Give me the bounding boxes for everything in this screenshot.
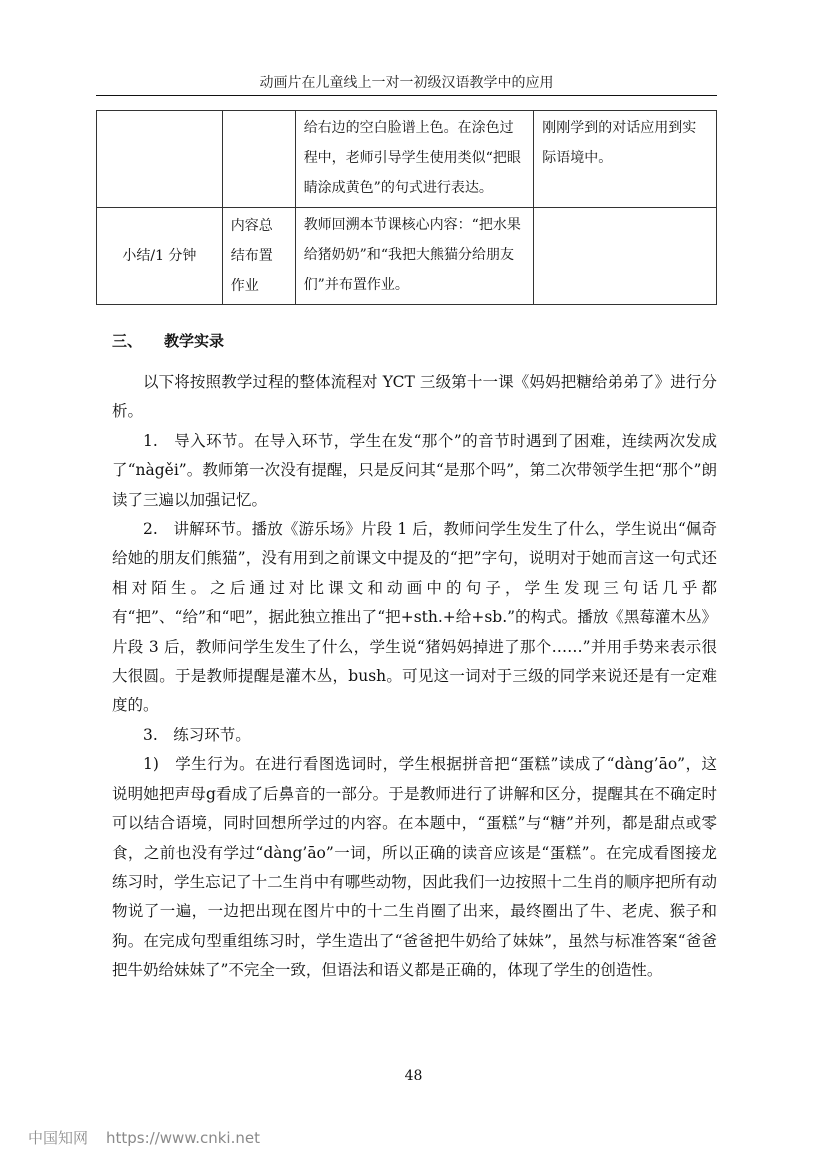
- paragraph-explanation: 2. 讲解环节。播放《游乐场》片段 1 后，教师问学生发生了什么，学生说出“佩奇给她的朋友们熊猫”，没有用到之前课文中提及的“把”字句，说明对于她而言这一句式还相对陌生。之后通过对比课文和动画中的句子，学生发现三句话几乎都有“把”、“给”和“吧”，据此独立推出了“把+sth.+给+sb.”的构式。播放《黑莓灌木丛》片段 3 后，教师问学生发生了什么，学生说“猪妈妈掉进了那个……”并用手势来表示很大很圆。于是教师提醒是灌木丛，bush。可见这一词对于三级的同学来说还是有一定难度的。: [112, 520, 717, 715]
- paragraph-practice-heading: 3. 练习环节。: [143, 725, 251, 744]
- watermark-url: https://www.cnki.net: [106, 1129, 260, 1147]
- table-cell-content: [222, 111, 295, 208]
- running-header: 动画片在儿童线上一对一初级汉语教学中的应用: [259, 75, 554, 91]
- table-cell-stage: [97, 111, 223, 208]
- cnki-watermark: [28, 1127, 260, 1148]
- section-number: 三、: [112, 332, 143, 350]
- body-text: [112, 368, 717, 986]
- section-heading: [112, 330, 224, 352]
- table-cell-activity: 教师回溯本节课核心内容：“把水果给猪奶奶”和“我把大熊猫分给朋友们”并布置作业。: [295, 208, 534, 305]
- table-cell-purpose: 刚刚学到的对话应用到实际语境中。: [534, 111, 717, 208]
- table-cell-activity: 给右边的空白脸谱上色。在涂色过程中，老师引导学生使用类似“把眼睛涂成黄色”的句式进行表达。: [295, 111, 534, 208]
- lesson-plan-table: [96, 110, 717, 305]
- table-cell-purpose: [534, 208, 717, 305]
- section-title: 教学实录: [164, 332, 225, 350]
- paragraph-intro: 以下将按照教学过程的整体流程对 YCT 三级第十一课《妈妈把糖给弟弟了》进行分析。: [112, 373, 717, 421]
- table-cell-stage: 小结/1 分钟: [97, 208, 223, 305]
- table-row: [97, 208, 717, 305]
- page-number: 48: [404, 1068, 423, 1084]
- watermark-brand: 中国知网: [28, 1129, 89, 1147]
- header-rule: [96, 95, 717, 96]
- table-row: [97, 111, 717, 208]
- paragraph-student-behavior: 1) 学生行为。在进行看图选词时，学生根据拼音把“蛋糕”读成了“dàng’āo”，这说明她把声母g看成了后鼻音的一部分。于是教师进行了讲解和区分，提醒其在不确定时可以结合语境，同时回想所学过的内容。在本题中，“蛋糕”与“糖”并列，都是甜点或零食，之前也没有学过“dàng’āo”一词，所以正确的读音应该是“蛋糕”。在完成看图接龙练习时，学生忘记了十二生肖中有哪些动物，因此我们一边按照十二生肖的顺序把所有动物说了一遍，一边把出现在图片中的十二生肖圈了出来，最终圈出了牛、老虎、猴子和狗。在完成句型重组练习时，学生造出了“爸爸把牛奶给了妹妹”，虽然与标准答案“爸爸把牛奶给妹妹了”不完全一致，但语法和语义都是正确的，体现了学生的创造性。: [112, 755, 717, 980]
- table-cell-content: 内容总结布置作业: [222, 208, 295, 305]
- paragraph-lead-in: 1. 导入环节。在导入环节，学生在发“那个”的音节时遇到了困难，连续两次发成了“nàgěi”。教师第一次没有提醒，只是反问其“是那个吗”，第二次带领学生把“那个”朗读了三遍以加强记忆。: [112, 431, 717, 509]
